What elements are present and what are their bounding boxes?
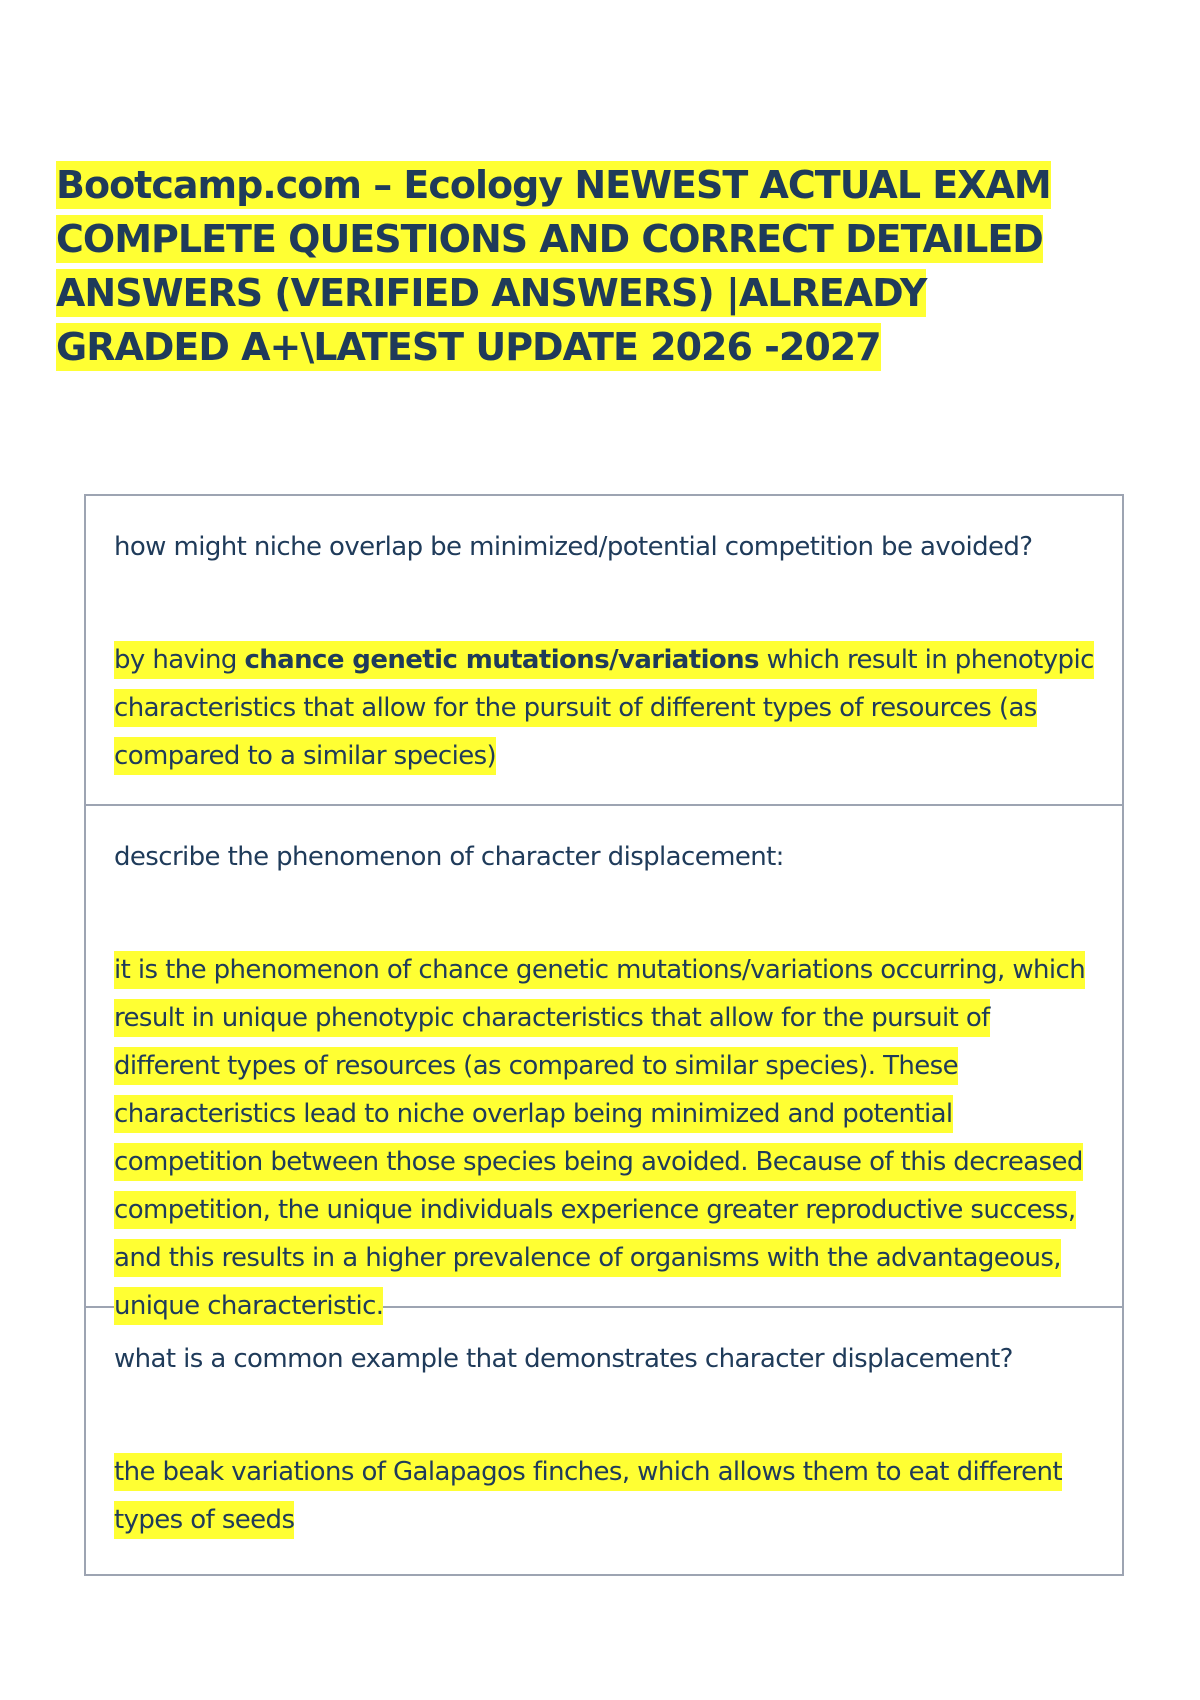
answer-bold-term: chance genetic mutations/variations [244,645,759,675]
answer-text [114,1448,1094,1544]
qa-row [86,1308,1122,1574]
answer-text [114,946,1094,1330]
answer-highlight: it is the phenomenon of chance genetic mutations/variations occurring, which result in unique phenotypic characteristics that allow for the pursuit of different types of resources (as compared to similar species). These characteristics lead to niche overlap being minimized and potential competition between those species being avoided. Because of this decreased competition, the unique individuals experience greater reproductive success, and this results in a higher prevalence of organisms with the advantageous, unique characteristic. [114,951,1085,1325]
answer-text-end: which result in phenotypic characteristics that allow for the pursuit of different types of resources (as compared to a similar species) [114,645,1094,771]
title-highlight: Bootcamp.com – Ecology NEWEST ACTUAL EXAM COMPLETE QUESTIONS AND CORRECT DETAILED ANSWERS (VERIFIED ANSWERS) |ALREADY GRADED A+\LATEST UPDATE 2026 -2027 [56,163,1051,369]
answer-text-start: by having [114,645,245,675]
document-title [56,158,1096,374]
answer-highlight: the beak variations of Galapagos finches, which allows them to eat different types of seeds [114,1453,1062,1539]
question-text: how might niche overlap be minimized/potential competition be avoided? [114,532,1033,562]
qa-row [86,496,1122,806]
question-text: describe the phenomenon of character displacement: [114,842,784,872]
qa-table [84,494,1124,1576]
qa-row [86,806,1122,1321]
question-text: what is a common example that demonstrates character displacement? [114,1344,1013,1374]
answer-text [114,636,1094,780]
answer-highlight [114,641,1094,775]
